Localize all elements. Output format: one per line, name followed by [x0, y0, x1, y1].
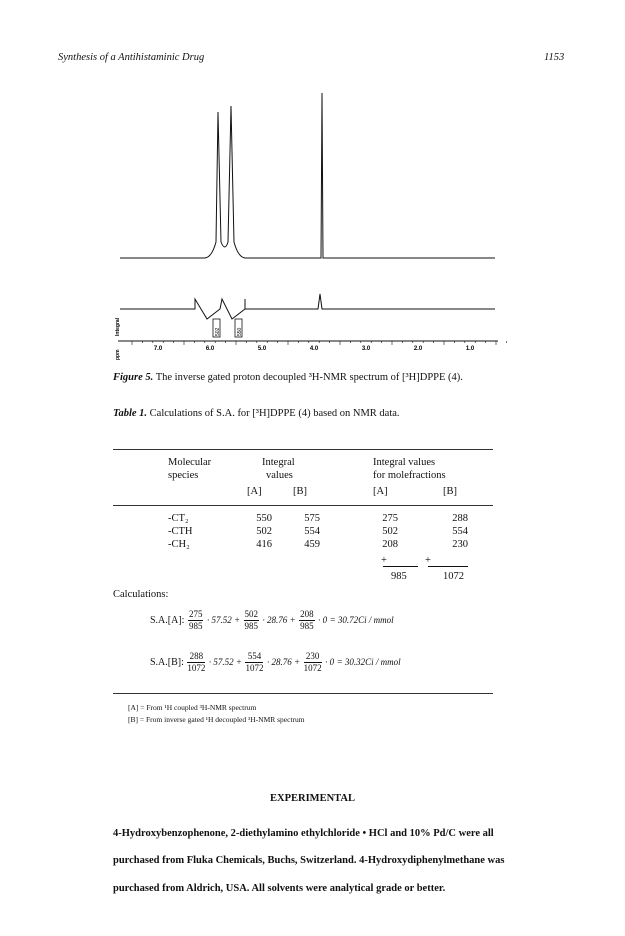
table-cell-fa: 275 [382, 513, 398, 524]
sa-a-label: S.A.[A]: [150, 614, 185, 626]
sum-plus-a: + [381, 555, 387, 566]
axis-tick-label: 5.0 [257, 346, 267, 352]
axis-tick-label: 6.0 [205, 346, 215, 352]
axis-tick-label: 4.0 [309, 346, 319, 352]
table-cell-a: 502 [256, 526, 272, 537]
table-top-rule [113, 449, 493, 450]
sa-a-m1: · 57.52 + [206, 614, 241, 625]
table-cell-a: 550 [256, 513, 272, 524]
table-cell-fb: 288 [452, 513, 468, 524]
table-cell-species: -CH₂ [168, 539, 190, 550]
head-col-b: [B] [293, 486, 307, 497]
table-cell-b: 554 [304, 526, 320, 537]
paragraph-line-1: 4-Hydroxybenzophenone, 2-diethylamino ethylchloride • HCl and 10% Pd/C were all [113, 828, 494, 839]
sa-a-d3: 985 [300, 621, 314, 631]
sa-a-n2: 502 [244, 609, 259, 619]
sa-a-m2: · 28.76 + [262, 614, 296, 625]
table-cell-fb: 554 [452, 526, 468, 537]
figure-label: Figure 5. [113, 372, 154, 383]
total-a: 985 [391, 571, 407, 582]
sa-a-m3: · 0 [318, 614, 328, 625]
sa-b-m1: · 57.52 + [208, 656, 242, 667]
nmr-spectrum [100, 84, 520, 364]
footnote-a: [A] = From ¹H coupled ³H-NMR spectrum [128, 703, 257, 712]
sa-a-d1: 985 [188, 621, 203, 631]
paragraph-line-2: purchased from Fluka Chemicals, Buchs, Switzerland. 4-Hydroxydiphenylmethane was [113, 855, 505, 866]
table-cell-species: -CT₂ [168, 513, 189, 524]
table-cell-fa: 502 [382, 526, 398, 537]
sa-a-n1: 275 [188, 609, 203, 619]
section-heading: EXPERIMENTAL [270, 793, 355, 804]
sa-a-n3: 208 [300, 609, 314, 619]
running-header-title: Synthesis of a Antihistaminic Drug [58, 52, 205, 63]
sa-b-d3: 1072 [303, 663, 322, 673]
sa-b-m2: · 28.76 + [266, 656, 301, 667]
table-cell-a: 416 [256, 539, 272, 550]
table-cell-b: 459 [304, 539, 320, 550]
paragraph-line-3: purchased from Aldrich, USA. All solvents were analytical grade or better. [113, 883, 446, 894]
head-species: species [168, 470, 199, 481]
sa-b-n2: 554 [245, 651, 263, 663]
sa-b-n3: 230 [304, 651, 322, 663]
head-frac-a: [A] [373, 486, 388, 497]
sa-b-label: S.A.[B]: [150, 656, 184, 668]
figure-caption [113, 372, 463, 383]
head-frac-b: [B] [443, 486, 457, 497]
sum-plus-b: + [425, 555, 431, 566]
total-b: 1072 [443, 571, 464, 582]
sa-b-m3: · 0 [325, 656, 335, 667]
head-col-a: [A] [247, 486, 262, 497]
integral-trace [120, 294, 495, 319]
sa-b-n1: 288 [187, 651, 205, 663]
axis-tick-label: 7.0 [153, 346, 163, 352]
spectrum-trace [120, 93, 495, 258]
head-molecular: Molecular [168, 457, 212, 468]
vertical-axis-label: Integral [115, 317, 121, 336]
table-caption-text: Calculations of S.A. for [³H]DPPE (4) based on NMR data. [149, 408, 400, 419]
sa-a-d2: 985 [244, 621, 259, 631]
table-caption [113, 408, 400, 419]
sum-line-b [428, 566, 468, 567]
axis-tick-label: 1.0 [465, 346, 475, 352]
sa-b-d2: 1072 [245, 663, 264, 673]
integral-label-1: 502 [215, 327, 221, 336]
sa-a-result: = 30.72Ci / mmol [329, 614, 394, 625]
page-number: 1153 [544, 52, 565, 63]
table-bottom-rule [113, 693, 493, 694]
table-cell-b: 575 [304, 513, 320, 524]
table-cell-fb: 230 [452, 539, 468, 550]
table-header-rule [113, 505, 493, 506]
table-label: Table 1. [113, 408, 148, 419]
table-cell-fa: 208 [382, 539, 398, 550]
table-cell-species: -CTH [168, 526, 193, 537]
sa-b-d1: 1072 [187, 663, 206, 673]
sa-a-equation [150, 609, 394, 632]
sum-line-a [383, 566, 418, 567]
head-integral-values: Integral values [373, 457, 436, 468]
axis-tick-label: 3.0 [361, 346, 371, 352]
head-molefractions: for molefractions [373, 470, 446, 481]
integral-label-2: 550 [237, 327, 243, 336]
sa-b-result: = 30.32Ci / mmol [336, 656, 401, 667]
calculations-label: Calculations: [113, 589, 169, 600]
axis-unit-label: ppm [115, 349, 121, 360]
head-integral: Integral [262, 457, 295, 468]
footnote-b: [B] = From inverse gated ¹H decoupled ³H-NMR spectrum [128, 715, 305, 724]
axis-tick-label: 2.0 [413, 346, 423, 352]
figure-text: The inverse gated proton decoupled ³H-NMR spectrum of [³H]DPPE (4). [155, 372, 463, 383]
sa-b-equation [150, 651, 401, 674]
axis-ticks [132, 341, 506, 352]
head-values: values [266, 470, 293, 481]
